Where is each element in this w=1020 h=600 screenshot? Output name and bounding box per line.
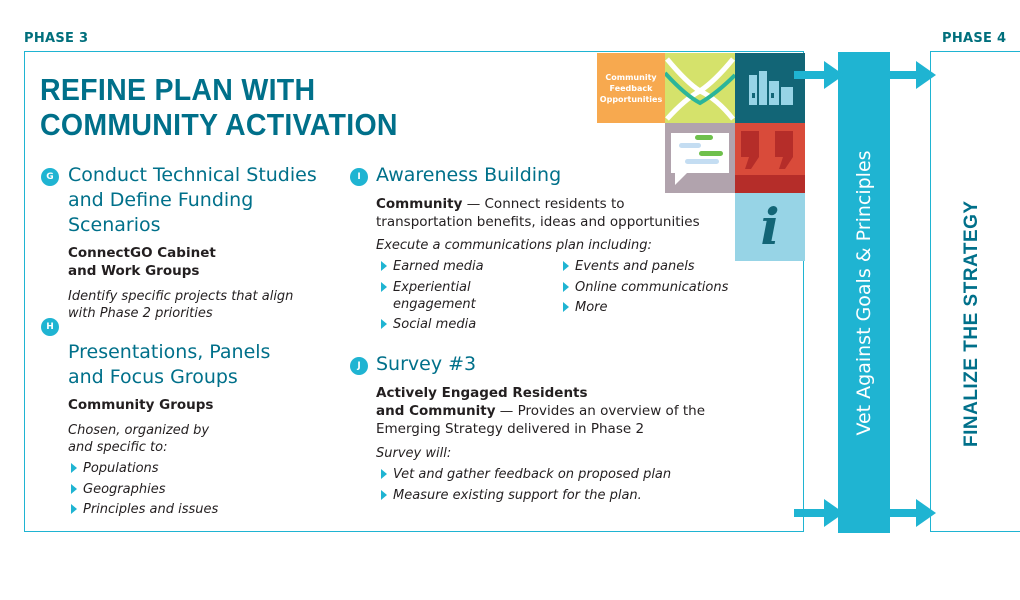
arrow-right-icon [886, 60, 938, 90]
section-h-description-line: and specific to: [68, 440, 168, 455]
list-item [68, 481, 338, 498]
list-item [378, 279, 503, 313]
section-g-description-line: with Phase 2 priorities [68, 306, 213, 321]
section-i-bullet-list-right [560, 258, 760, 320]
section-j-intro: Survey will: [376, 446, 452, 461]
bullet-arrow-icon [563, 302, 569, 312]
section-h [68, 340, 338, 522]
bullet-arrow-icon [71, 504, 77, 514]
list-item-text: Online communications [575, 279, 729, 295]
bullet-arrow-icon [381, 469, 387, 479]
list-item-text: Events and panels [575, 259, 695, 274]
bullet-arrow-icon [381, 282, 387, 292]
section-j-description [376, 384, 776, 438]
section-j-description-line: Emerging Strategy delivered in Phase 2 [376, 421, 645, 437]
list-item-text: Experiential engagement [393, 279, 476, 312]
arrow-right-icon [794, 498, 846, 528]
section-h-description-line: Chosen, organized by [68, 423, 210, 438]
list-item-text: Principles and issues [83, 502, 219, 517]
info-glyph: i [760, 197, 780, 256]
section-g-title-line: and Define Funding [68, 189, 254, 211]
list-item [378, 466, 778, 483]
bullet-arrow-icon [71, 463, 77, 473]
bullet-arrow-icon [563, 282, 569, 292]
list-item-text: Vet and gather feedback on proposed plan [393, 467, 672, 482]
section-j-description-line: — Provides an overview of the [495, 403, 706, 419]
section-h-title-line: and Focus Groups [68, 366, 238, 388]
list-item [560, 279, 760, 296]
section-h-title [68, 340, 338, 390]
list-item [378, 316, 548, 333]
section-j-title: Survey #3 [376, 353, 477, 375]
bullet-arrow-icon [381, 490, 387, 500]
section-i-title: Awareness Building [376, 164, 562, 186]
chat-bubble-icon [665, 123, 735, 193]
badge-i: I [350, 168, 368, 186]
section-h-title-line: Presentations, Panels [68, 341, 271, 363]
community-feedback-tile [597, 53, 665, 123]
title-line-1: REFINE PLAN WITH [40, 72, 316, 107]
section-j-audience: and Community [376, 403, 496, 419]
vet-against-goals-label: Vet Against Goals & Principles [853, 149, 875, 436]
community-feedback-label-line: Community [605, 73, 657, 82]
section-g-description [68, 288, 338, 322]
info-icon [735, 193, 805, 261]
list-item [68, 460, 338, 477]
section-i-description [376, 195, 756, 231]
arrow-right-icon [794, 60, 846, 90]
section-i-description-line: transportation benefits, ideas and opportunities [376, 214, 700, 230]
section-h-description [68, 422, 338, 456]
community-feedback-label-line: Opportunities [599, 95, 663, 104]
section-i-description-line: — Connect residents to [462, 196, 625, 212]
section-h-audience: Community Groups [68, 397, 214, 413]
list-item-text: Social media [393, 317, 477, 332]
section-g-audience-line: ConnectGO Cabinet [68, 245, 216, 261]
phase-4-label: PHASE 4 [942, 31, 1007, 46]
section-h-bullet-list [68, 460, 338, 518]
section-g-description-line: Identify specific projects that align [68, 289, 294, 304]
community-feedback-label [597, 72, 665, 105]
section-g-title-line: Conduct Technical Studies [68, 164, 317, 186]
badge-j: J [350, 357, 368, 375]
list-item [560, 258, 760, 275]
vet-against-goals-bar [838, 52, 890, 533]
bullet-arrow-icon [563, 261, 569, 271]
badge-h: H [41, 318, 59, 336]
section-g-title [68, 163, 338, 238]
finalize-strategy-label: FINALIZE THE STRATEGY [961, 200, 982, 447]
list-item-text: Geographies [83, 481, 166, 497]
bullet-arrow-icon [381, 261, 387, 271]
section-g-audience-line: and Work Groups [68, 263, 200, 279]
section-g-title-line: Scenarios [68, 214, 161, 236]
section-i-bullet-list-left [378, 258, 548, 337]
phase-4-box [930, 51, 1020, 532]
page-title [40, 72, 426, 142]
list-item [68, 501, 338, 518]
quote-icon [735, 123, 805, 193]
list-item [378, 258, 548, 275]
bullet-arrow-icon [381, 319, 387, 329]
phase-3-label: PHASE 3 [24, 31, 89, 46]
list-item-text: Populations [83, 461, 159, 476]
community-feedback-label-line: Feedback [609, 84, 653, 93]
section-j-audience: Actively Engaged Residents [376, 385, 588, 401]
list-item [378, 487, 778, 504]
badge-g: G [41, 168, 59, 186]
list-item-text: Measure existing support for the plan. [393, 487, 642, 503]
bullet-arrow-icon [71, 484, 77, 494]
arrow-right-icon [886, 498, 938, 528]
title-line-2: COMMUNITY ACTIVATION [40, 107, 398, 142]
map-icon [665, 53, 735, 123]
section-i-audience: Community [376, 196, 463, 212]
list-item-text: Earned media [393, 259, 484, 274]
section-g [68, 163, 338, 322]
section-i-intro: Execute a communications plan including: [376, 238, 652, 253]
list-item [560, 299, 760, 316]
section-g-audience [68, 244, 338, 280]
list-item-text: More [575, 300, 608, 315]
section-j-bullet-list [378, 466, 778, 507]
